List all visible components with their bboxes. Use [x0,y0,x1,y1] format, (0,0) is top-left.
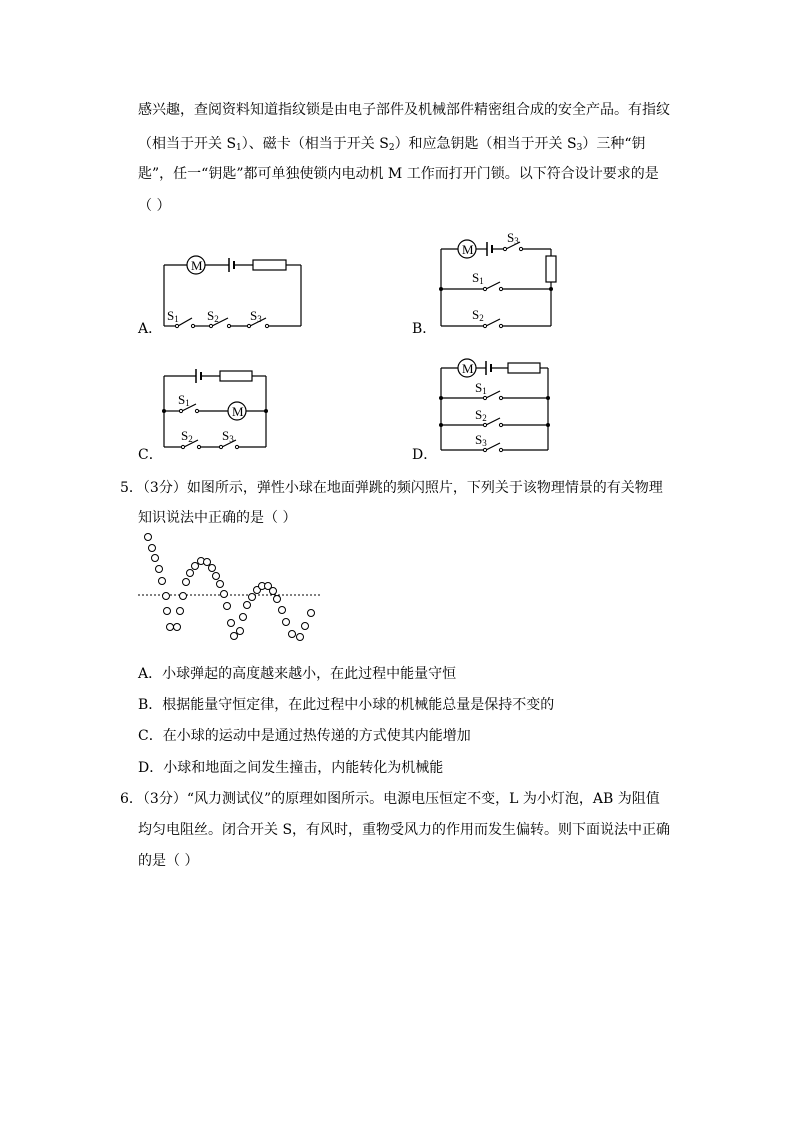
switch-s3-label-c: $S_3$ [222,428,234,444]
q5-text-line1: 5．（3分）如图所示，弹性小球在地面弹跳的频闪照片，下列关于该物理情景的有关物理 [120,480,663,496]
switch-s3-label-b: $S_3$ [507,230,519,246]
switch-s2-label-b: $S_2$ [472,307,484,323]
switch-s1-label-d: $S_1$ [475,380,487,396]
switch-s3-label-d: $S_3$ [475,432,487,448]
q5-option-c: C．在小球的运动中是通过热传递的方式使其内能增加 [138,728,471,744]
motor-label-a: M [191,258,203,273]
switch-s3-label-a: $S_3$ [250,308,262,324]
motor-label-b: M [462,242,474,257]
option-c-label: C． [138,447,163,463]
q6-text-line2: 均匀电阻丝。闭合开关 S，有风时，重物受风力的作用而发生偏转。则下面说法中正确 [138,822,671,838]
switch-s1-label-b: $S_1$ [472,270,484,286]
motor-label-d: M [462,361,474,376]
switch-s1-label-c: $S_1$ [178,392,190,408]
q6-text-line1: 6．（3分）“风力测试仪”的原理如图所示。电源电压恒定不变，L 为小灯泡，AB 为阻值 [120,791,660,807]
q5-option-a: A．小球弹起的高度越来越小，在此过程中能量守恒 [138,666,457,682]
q6-text-line3: 的是（ ） [138,853,199,869]
switch-s2-label-c: $S_2$ [181,428,193,444]
q4-text-line1: 感兴趣，查阅资料知道指纹锁是由电子部件及机械部件精密组合成的安全产品。有指纹 [138,102,670,118]
q5-option-b: B．根据能量守恒定律，在此过程中小球的机械能总量是保持不变的 [138,697,555,713]
switch-s1-label-a: $S_1$ [167,308,179,324]
switch-s2-label-a: $S_2$ [207,308,219,324]
option-d-label: D． [412,447,438,463]
switch-s2-label-d: $S_2$ [475,407,487,423]
q5-text-line2: 知识说法中正确的是（ ） [138,510,297,526]
q5-option-d: D．小球和地面之间发生撞击，内能转化为机械能 [138,760,444,776]
q4-text-line2: （相当于开关 $S_1$）、磁卡（相当于开关 $S_2$）和应急钥匙（相当于开关 $S_3$）三种“钥 [138,136,646,153]
option-a-label: A． [138,321,163,337]
q4-text-line3: 匙”，任一“钥匙”都可单独使锁内电动机 M 工作而打开门锁。以下符合设计要求的是 [138,166,659,182]
option-b-label: B． [412,321,437,337]
q4-answer-bracket: （ ） [138,198,171,214]
motor-label-c: M [232,404,244,419]
